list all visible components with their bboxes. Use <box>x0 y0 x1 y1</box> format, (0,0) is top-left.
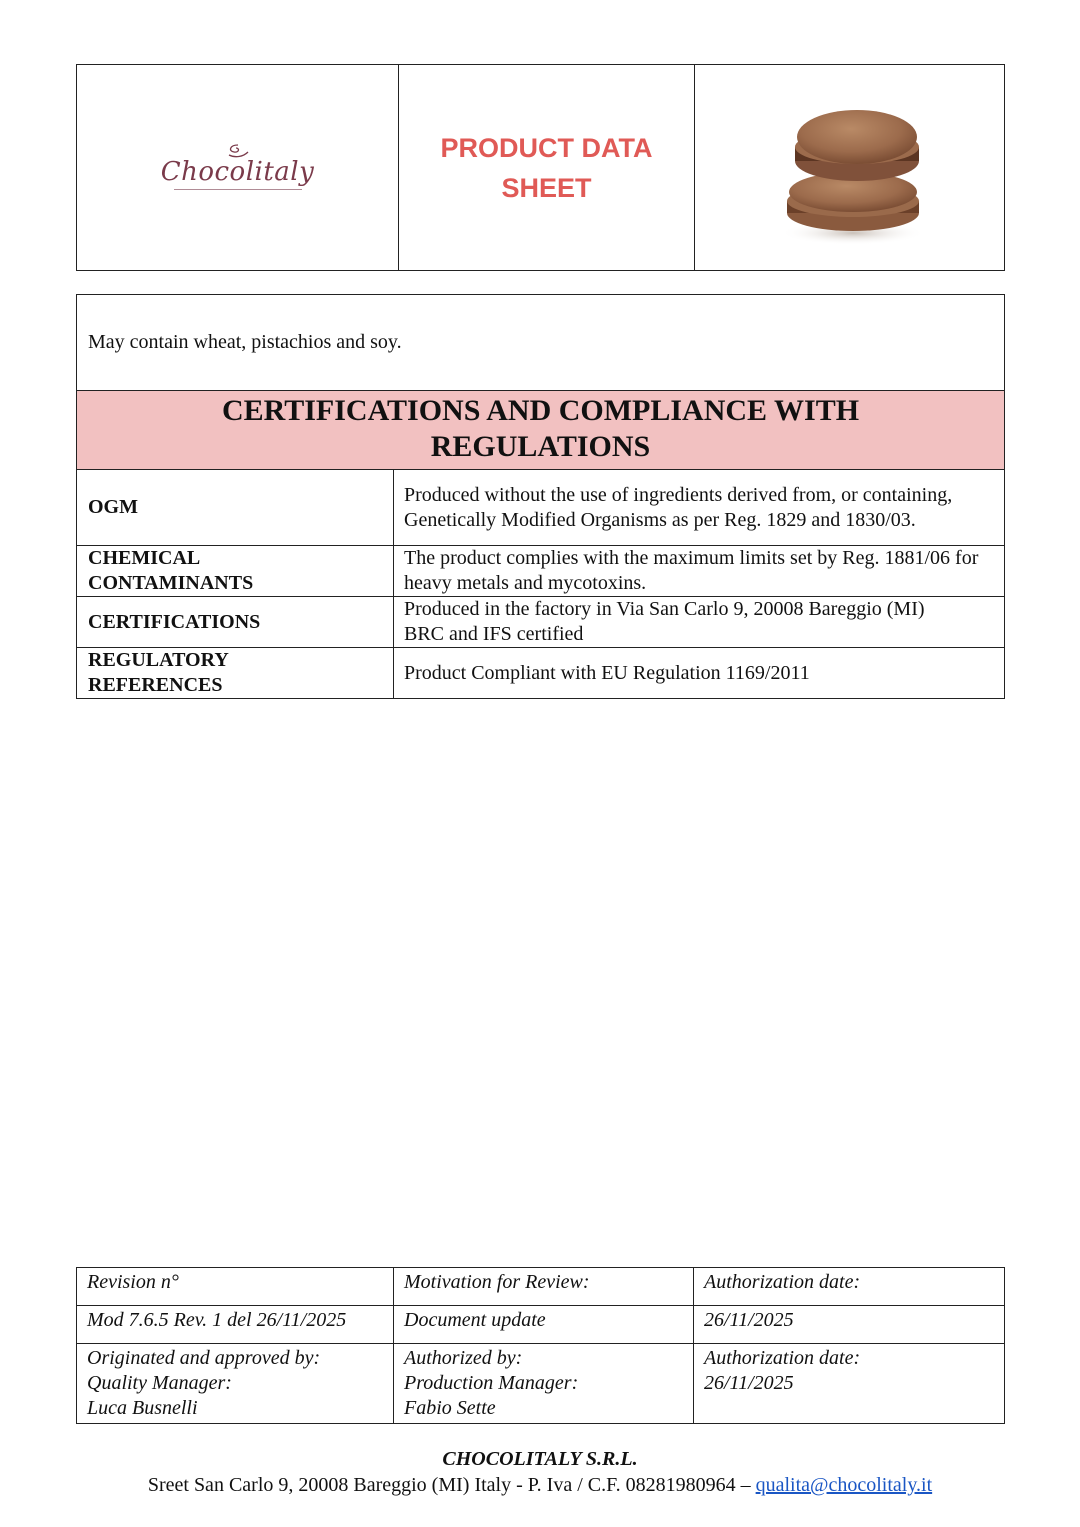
logo-cell <box>77 65 399 271</box>
quality-manager-name: Luca Busnelli <box>87 1397 198 1419</box>
footer-email-link[interactable]: qualita@chocolitaly.it <box>755 1474 933 1496</box>
certifications-heading-line2: REGULATIONS <box>430 430 651 463</box>
production-manager-name: Fabio Sette <box>404 1397 496 1419</box>
row-value-chemical: The product complies with the maximum limits set by Reg. 1881/06 for heavy metals and mycotoxins. <box>394 546 1005 597</box>
revision-value: Mod 7.6.5 Rev. 1 del 26/11/2025 <box>77 1306 394 1344</box>
table-row <box>77 648 1005 699</box>
motivation-header: Motivation for Review: <box>394 1268 694 1306</box>
table-row <box>77 1268 1005 1306</box>
revision-table <box>76 1267 1005 1424</box>
row-value-ogm: Produced without the use of ingredients derived from, or containing, Genetically Modified Organisms as per Reg. 1829 and 1830/03. <box>394 470 1005 546</box>
page-footer <box>0 1446 1080 1498</box>
originated-by-label: Originated and approved by: <box>87 1347 321 1369</box>
row-label-regulatory <box>77 648 394 699</box>
row-label-chemical <box>77 546 394 597</box>
authorization-date-label: Authorization date: <box>704 1347 861 1369</box>
certifications-heading <box>77 391 1005 470</box>
authorization-date-value: 26/11/2025 <box>694 1306 1005 1344</box>
certifications-table <box>76 294 1005 699</box>
authorized-by-label: Authorized by: <box>404 1347 523 1369</box>
row-label-regulatory-line1: REGULATORY <box>88 649 229 671</box>
authorization-date-text: 26/11/2025 <box>704 1372 794 1394</box>
production-manager-label: Production Manager: <box>404 1372 579 1394</box>
row-label-regulatory-line2: REFERENCES <box>88 674 223 696</box>
table-row <box>77 1306 1005 1344</box>
revision-header: Revision n° <box>77 1268 394 1306</box>
row-value-regulatory: Product Compliant with EU Regulation 1169/2011 <box>394 648 1005 699</box>
allergen-note: May contain wheat, pistachios and soy. <box>77 295 1005 391</box>
footer-address-line <box>0 1472 1080 1498</box>
quality-manager-label: Quality Manager: <box>87 1372 232 1394</box>
authorized-by-cell <box>394 1344 694 1424</box>
logo-text: Chocolitaly <box>160 156 315 187</box>
row-label-ogm: OGM <box>77 470 394 546</box>
footer-company: CHOCOLITALY S.R.L. <box>442 1448 638 1470</box>
title-cell <box>399 65 695 271</box>
authorization-date-cell <box>694 1344 1005 1424</box>
table-row <box>77 470 1005 546</box>
row-value-certifications-line1: Produced in the factory in Via San Carlo 9, 20008 Bareggio (MI) <box>404 598 925 620</box>
footer-address: Sreet San Carlo 9, 20008 Bareggio (MI) Italy - P. Iva / C.F. 08281980964 – <box>147 1474 751 1496</box>
macaron-image <box>725 65 975 265</box>
row-value-certifications <box>394 597 1005 648</box>
header-table <box>76 64 1005 271</box>
certifications-heading-line1: CERTIFICATIONS AND COMPLIANCE WITH <box>221 394 860 427</box>
product-image-cell <box>695 65 1005 271</box>
table-row <box>77 546 1005 597</box>
row-value-certifications-line2: BRC and IFS certified <box>404 623 584 645</box>
page-title-line2: SHEET <box>501 172 592 203</box>
logo-tagline-rule <box>174 189 302 193</box>
table-row <box>77 1344 1005 1424</box>
row-label-chemical-line1: CHEMICAL <box>88 547 201 569</box>
row-label-chemical-line2: CONTAMINANTS <box>88 572 254 594</box>
page-title-line1: PRODUCT DATA <box>440 132 653 163</box>
authorization-date-header: Authorization date: <box>694 1268 1005 1306</box>
motivation-value: Document update <box>394 1306 694 1344</box>
row-label-certifications: CERTIFICATIONS <box>77 597 394 648</box>
originated-by-cell <box>77 1344 394 1424</box>
table-row <box>77 597 1005 648</box>
